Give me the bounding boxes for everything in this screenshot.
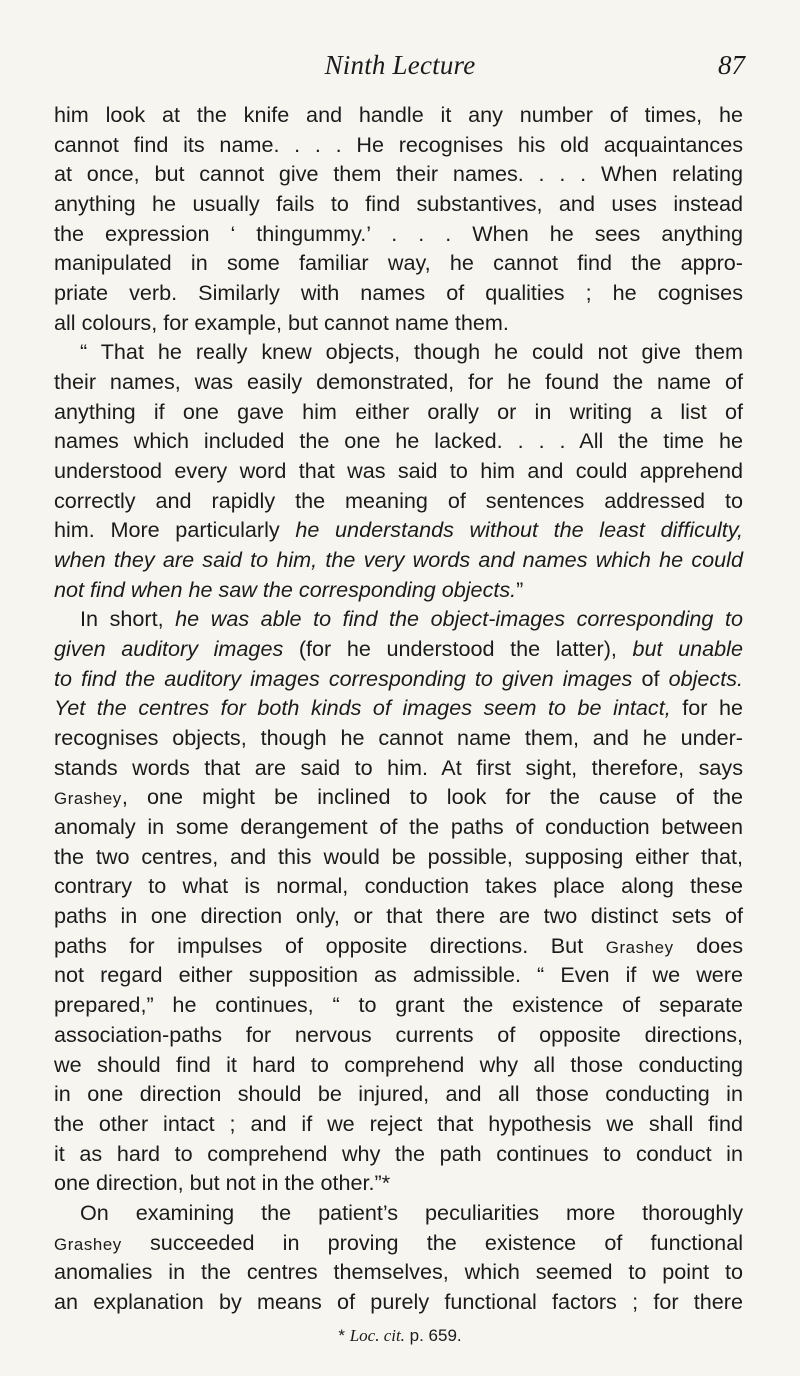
text-line: it as hard to comprehend why the path continues to conduct in xyxy=(54,1140,743,1166)
body-text xyxy=(54,100,743,1317)
text-line xyxy=(54,545,743,575)
italic-run: objects. xyxy=(659,665,743,691)
text-line: the expression ‘ thingummy.’ . . . When he sees anything xyxy=(54,220,743,246)
text-run: for he xyxy=(670,695,744,721)
text-line xyxy=(54,634,743,664)
footnote xyxy=(0,1326,800,1346)
text-line: contrary to what is normal, conduction takes place along these xyxy=(54,873,743,899)
text-line: understood every word that was said to him and could apprehend xyxy=(54,458,743,484)
text-line: one direction, but not in the other.”* xyxy=(54,1170,391,1196)
italic-run: but unable xyxy=(632,636,743,662)
italic-run: he understands without the least difficulty, xyxy=(295,517,743,543)
italic-run: Yet the centres for both kinds of images seem to be intact, xyxy=(54,695,671,721)
italic-run: to find the auditory images corresponding to given images xyxy=(54,665,642,691)
text-line: association-paths for nervous currents of opposite directions, xyxy=(54,1021,743,1047)
text-run: In short, xyxy=(80,606,176,632)
footnote-citation: Loc. cit. xyxy=(349,1326,405,1345)
text-line xyxy=(54,1228,743,1258)
text-line: anything he usually fails to find substantives, and uses instead xyxy=(54,191,743,217)
italic-run: he was able to find the object-images corresponding to xyxy=(175,606,743,632)
text-line: the two centres, and this would be possible, supposing either that, xyxy=(54,843,743,869)
text-line: anything if one gave him either orally or in writing a list of xyxy=(54,398,743,424)
text-line: their names, was easily demonstrated, for he found the name of xyxy=(54,369,743,395)
text-run: paths for impulses of opposite directions. But xyxy=(54,932,606,958)
text-line xyxy=(54,782,743,812)
text-line: prepared,” he continues, “ to grant the existence of separate xyxy=(54,992,743,1018)
text-line xyxy=(54,664,743,694)
small-caps-name: Grashey xyxy=(54,1234,122,1254)
text-line xyxy=(54,604,743,634)
text-line: paths in one direction only, or that there are two distinct sets of xyxy=(54,903,743,929)
text-line: all colours, for example, but cannot name them. xyxy=(54,309,509,335)
footnote-page: p. 659. xyxy=(404,1326,462,1345)
text-line: in one direction should be injured, and all those conducting in xyxy=(54,1081,743,1107)
text-line: cannot find its name. . . . He recognises his old acquaintances xyxy=(54,131,743,157)
text-run: succeeded in proving the existence of functional xyxy=(121,1229,743,1255)
text-line: an explanation by means of purely functional factors ; for there xyxy=(54,1288,743,1314)
text-line: correctly and rapidly the meaning of sentences addressed to xyxy=(54,487,743,513)
text-line xyxy=(54,575,743,605)
text-run: him. More particularly xyxy=(54,517,296,543)
text-line: anomalies in the centres themselves, which seemed to point to xyxy=(54,1259,743,1285)
italic-run: when they are said to him, the very words and names which he could xyxy=(54,547,743,573)
text-line: stands words that are said to him. At first sight, therefore, says xyxy=(54,754,743,780)
page-number: 87 xyxy=(718,50,745,80)
text-line xyxy=(54,515,743,545)
text-line: recognises objects, though he cannot name them, and he under- xyxy=(54,725,743,751)
italic-run: given auditory images xyxy=(54,636,284,662)
text-run: ” xyxy=(516,576,524,602)
text-line: him look at the knife and handle it any number of times, he xyxy=(54,102,743,127)
text-line: “ That he really knew objects, though he could not give them xyxy=(80,339,743,365)
text-line: the other intact ; and if we reject that hypothesis we shall find xyxy=(54,1110,743,1136)
text-run: does xyxy=(673,932,744,958)
text-line: anomaly in some derangement of the paths of conduction between xyxy=(54,814,743,840)
text-line xyxy=(54,693,743,723)
text-line: priate verb. Similarly with names of qualities ; he cognises xyxy=(54,280,743,306)
text-line: we should find it hard to comprehend why all those conducting xyxy=(54,1051,743,1077)
text-run: of xyxy=(641,665,660,691)
text-run: (for he understood the latter), xyxy=(283,636,633,662)
running-title: Ninth Lecture xyxy=(324,50,476,80)
text-line: manipulated in some familiar way, he cannot find the appro- xyxy=(54,250,743,276)
italic-run: not find when he saw the corresponding objects. xyxy=(54,576,517,602)
page-header xyxy=(0,50,800,84)
text-line: On examining the patient’s peculiarities more thoroughly xyxy=(80,1199,743,1225)
text-run: , one might be inclined to look for the cause of the xyxy=(121,784,743,810)
footnote-marker: * xyxy=(338,1326,350,1345)
text-line xyxy=(54,931,743,961)
text-line: at once, but cannot give them their names. . . . When relating xyxy=(54,161,743,187)
text-line: names which included the one he lacked. . . . All the time he xyxy=(54,428,743,454)
text-line: not regard either supposition as admissible. “ Even if we were xyxy=(54,962,743,988)
small-caps-name: Grashey xyxy=(54,789,122,809)
small-caps-name: Grashey xyxy=(605,937,674,957)
